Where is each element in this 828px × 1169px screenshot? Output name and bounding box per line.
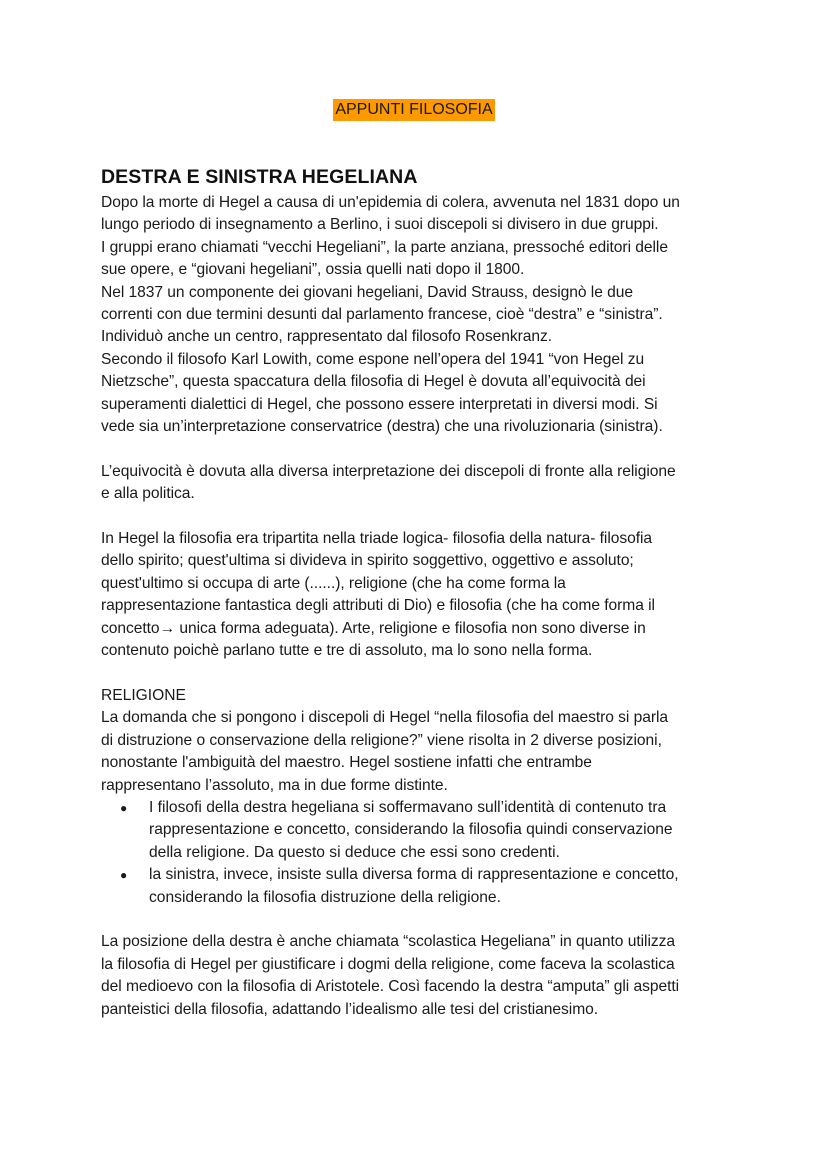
text-line: e alla politica. — [101, 485, 195, 503]
text-line: contenuto poichè parlano tutte e tre di assoluto, ma lo sono nella forma. — [101, 642, 593, 660]
text-line: considerando la filosofia distruzione della religione. — [149, 888, 501, 906]
text-line: Dopo la morte di Hegel a causa di un'epidemia di colera, avvenuta nel 1831 dopo un — [101, 194, 680, 211]
paragraph-spacer — [101, 663, 741, 685]
paragraph-spacer — [101, 909, 741, 931]
intro-paragraph — [101, 192, 741, 438]
text-line: sue opere, e “giovani hegeliani”, ossia quelli nati dopo il 1800. — [101, 261, 525, 279]
text-line: la filosofia di Hegel per giustificare i dogmi della religione, come faceva la scolastica — [101, 955, 675, 973]
equivocity-paragraph — [101, 461, 741, 506]
text-line: di distruzione o conservazione della religione?” viene risolta in 2 diverse posizioni, — [101, 731, 662, 749]
paragraph-spacer — [101, 438, 741, 460]
document-body — [101, 162, 741, 1021]
text-line: del medioevo con la filosofia di Aristotele. Così facendo la destra “amputa” gli aspetti — [101, 978, 680, 996]
positions-bullet-list — [101, 797, 741, 909]
text-line: L’equivocità è dovuta alla diversa interpretazione dei discepoli di fronte alla religione — [101, 462, 676, 480]
section-heading: DESTRA E SINISTRA HEGELIANA — [101, 166, 418, 188]
document-title: APPUNTI FILOSOFIA — [333, 99, 494, 121]
scholastic-paragraph — [101, 931, 741, 1021]
text-line: nonostante l'ambiguità del maestro. Hegel sostiene infatti che entrambe — [101, 754, 592, 772]
text-line: panteistici della filosofia, adattando l’idealismo alle tesi del cristianesimo. — [101, 1000, 599, 1018]
text-line: correnti con due termini desunti dal parlamento francese, cioè “destra” e “sinistra”. — [101, 306, 663, 324]
religion-heading: RELIGIONE — [101, 686, 186, 704]
text-line: vede sia un’interpretazione conservatrice (destra) che una rivoluzionaria (sinistra). — [101, 418, 663, 436]
text-line: I filosofi della destra hegeliana si soffermavano sull’identità di contenuto tra — [149, 798, 667, 816]
text-line: Nietzsche”, questa spaccatura della filosofia di Hegel è dovuta all’equivocità dei — [101, 373, 646, 391]
text-line: concetto→ unica forma adeguata). Arte, religione e filosofia non sono diverse in — [101, 619, 646, 637]
text-line: I gruppi erano chiamati “vecchi Hegeliani”, la parte anziana, pressoché editori delle — [101, 238, 668, 256]
document-title-container — [0, 99, 828, 121]
bullet-item-right — [120, 797, 741, 864]
text-line: quest'ultimo si occupa di arte (......), religione (che ha come forma la — [101, 574, 566, 592]
bullet-icon: ● — [120, 868, 128, 883]
text-line: dello spirito; quest'ultima si divideva in spirito soggettivo, oggettivo e assoluto; — [101, 552, 634, 570]
triad-paragraph — [101, 528, 741, 662]
religion-paragraph — [101, 707, 741, 797]
bullet-item-left — [120, 864, 741, 909]
text-line: In Hegel la filosofia era tripartita nella triade logica- filosofia della natura- filosofia — [101, 530, 653, 548]
text-line: della religione. Da questo si deduce che essi sono credenti. — [149, 843, 560, 861]
text-line: rappresentazione e concetto, considerando la filosofia quindi conservazione — [149, 821, 673, 839]
bullet-icon: ● — [120, 800, 128, 815]
text-line: Individuò anche un centro, rappresentato dal filosofo Rosenkranz. — [101, 328, 552, 346]
text-line: la sinistra, invece, insiste sulla diversa forma di rappresentazione e concetto, — [149, 866, 679, 884]
text-line: lungo periodo di insegnamento a Berlino, i suoi discepoli si divisero in due gruppi. — [101, 216, 659, 234]
text-line: rappresentano l’assoluto, ma in due forme distinte. — [101, 776, 448, 794]
text-line: La posizione della destra è anche chiamata “scolastica Hegeliana” in quanto utilizza — [101, 933, 675, 951]
text-line: superamenti dialettici di Hegel, che possono essere interpretati in diversi modi. Si — [101, 395, 658, 413]
text-line: La domanda che si pongono i discepoli di Hegel “nella filosofia del maestro si parla — [101, 709, 669, 727]
paragraph-spacer — [101, 506, 741, 528]
text-line: Secondo il filosofo Karl Lowith, come espone nell’opera del 1941 “von Hegel zu — [101, 350, 645, 368]
text-line: Nel 1837 un componente dei giovani hegeliani, David Strauss, designò le due — [101, 283, 633, 301]
text-line: rappresentazione fantastica degli attributi di Dio) e filosofia (che ha come forma il — [101, 597, 655, 615]
